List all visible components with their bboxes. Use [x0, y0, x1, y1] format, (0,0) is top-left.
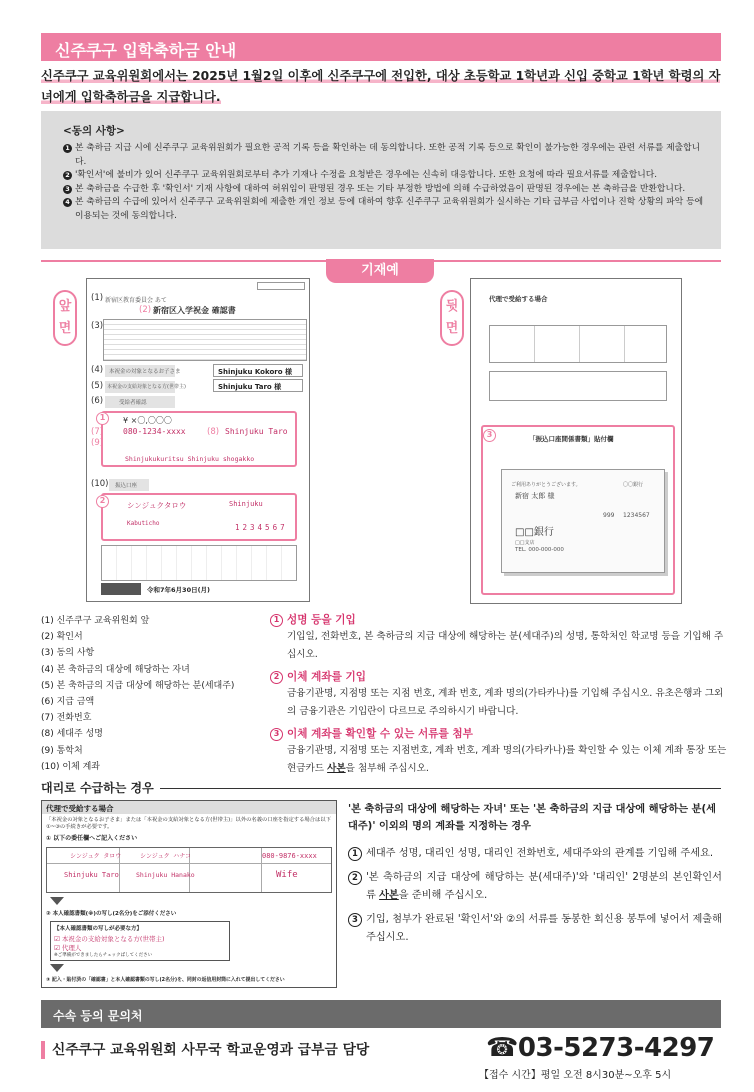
- contact-hours: 【접수 시간】평일 오전 8시30분~오후 5시: [479, 1070, 672, 1081]
- deadline-label-bar: [101, 583, 141, 595]
- passbook-branch: 999: [603, 512, 615, 519]
- agent-instructions: [348, 801, 722, 953]
- consent-box: [41, 111, 721, 249]
- step-title: 이체 계좌를 확인할 수 있는 서류를 첨부: [287, 728, 473, 740]
- form-bank: Kabuticho: [127, 520, 160, 527]
- front-form-sample: [86, 278, 310, 602]
- back-id-check: [489, 371, 667, 401]
- back-form-sample: [470, 278, 682, 604]
- passbook-title: 「振込口座間係書類」貼付欄: [529, 435, 614, 443]
- agent-question: '본 축하금의 대상에 해당하는 자녀' 또는 '본 축하금의 지급 대상에 해당하는 분(세대주)' 이외의 명의 계좌를 지정하는 경우: [348, 804, 716, 832]
- form-ref-7: (7): [91, 427, 104, 437]
- page-title: 신주쿠구 입학축하금 안내: [41, 33, 721, 61]
- contact-department: 신주쿠구 교육위원회 사무국 학교운영과 급부금 담당: [41, 1041, 369, 1059]
- instruction-steps: [270, 613, 730, 784]
- legend-item: (9) 통학처: [41, 745, 83, 756]
- agent-id-box: [50, 921, 230, 961]
- agent-kana-b: シンジュク ハナコ: [140, 853, 191, 860]
- form-ref-2: (2): [139, 305, 152, 315]
- legend-item: (10) 이체 계좌: [41, 761, 100, 772]
- office-use-box: [257, 282, 305, 290]
- agent-id-title: 【本人確認書類の写しが必要な方】: [54, 926, 143, 932]
- agent-check-a: ☑ 本祝金の支給対象となる方(世帯主): [54, 935, 165, 943]
- consent-heading: <동의 사항>: [63, 125, 125, 137]
- step-body: 금융기관명, 지점명 또는 지점 번호, 계좌 번호, 계좌 명의(가타카나)를 기입해 주십시오. 유초은행과 그외의 금융기관은 기입란이 다르므로 주의하시기 바랍니다.: [287, 688, 724, 717]
- step-marker-3: 3: [483, 429, 496, 442]
- agent-item: 3 기입, 첨부가 완료된 '확인서'와 ②의 서류를 동봉한 회신용 봉투에 넣어서 제출해 주십시오.: [348, 911, 722, 947]
- passbook-sub: □□支店: [515, 540, 535, 546]
- form-title: 新宿区入学祝金 確認書: [153, 306, 236, 315]
- agent-phone: 080-9876-xxxx: [262, 852, 317, 860]
- legend-item: (1) 신주쿠구 교육위원회 앞: [41, 616, 150, 626]
- legend-item: (3) 동의 사항: [41, 648, 95, 659]
- agent-name-a: Shinjuku Taro: [64, 871, 119, 879]
- step-body: 금융기관명, 지점명 또는 지점번호, 계좌 번호, 계좌 명의(가타카나)를 확인할 수 있는 이체 계좌 통장 또는 현금카드 사본을 첨부해 주십시오.: [287, 745, 727, 774]
- form-amount: ¥ ×〇,〇〇〇: [123, 416, 172, 425]
- transfer-label: 振込口座: [115, 483, 138, 489]
- form-ref-10: (10): [91, 479, 109, 489]
- agent-item: 2 '본 축하금의 지급 대상에 해당하는 분(세대주)'와 '대리인' 2명분의 본인확인서류 사본을 준비해 주십시오.: [348, 869, 722, 905]
- agent-form-sample: [41, 800, 337, 988]
- passbook-tel: TEL. 000-000-000: [515, 547, 564, 553]
- form-ref-5: (5): [91, 381, 104, 391]
- agent-form-step3: ③ 記入・貼付済の「確認書」と本人確認書類の写し(2名分)を、同封の返信用封筒に入れて提出してください: [46, 977, 285, 983]
- back-agent-title: 代理で受給する場合: [489, 295, 548, 303]
- consent-text-area: [103, 319, 307, 361]
- payee-label: 本祝金の支給対象となる方(世帯主): [107, 384, 186, 390]
- step-marker-2: 2: [96, 495, 109, 508]
- form-relation-name: Shinjuku Taro: [225, 427, 288, 436]
- form-ref-1: (1): [91, 293, 104, 303]
- agent-name-b: Shinjuku Hanako: [136, 871, 195, 879]
- checkbox-icon: ☑: [54, 935, 60, 943]
- passbook-account: 1234567: [623, 512, 650, 519]
- form-school: Shinjukukuritsu Shinjuku shogakko: [125, 455, 255, 463]
- payee-name: Shinjuku Taro 様: [213, 379, 303, 392]
- step-number: 1: [270, 614, 283, 627]
- back-side-label: 뒷 면: [440, 290, 464, 346]
- agent-relation: Wife: [276, 870, 298, 880]
- contact-title: 수속 등의 문의처: [41, 1000, 721, 1028]
- back-agent-table: [489, 325, 667, 363]
- step-1: [270, 613, 730, 664]
- agent-item: 1 세대주 성명, 대리인 성명, 대리인 전화번호, 세대주와의 관계를 기입해 주세요.: [348, 845, 722, 863]
- phone-icon: ☎: [486, 1033, 518, 1063]
- form-ref-6: (6): [91, 396, 104, 406]
- form-ref-4: (4): [91, 365, 104, 375]
- consent-item: 1 본 축하금 지급 시에 신주쿠구 교육위원회가 필요한 공적 기록 등을 확인하는 데 동의합니다. 또한 공적 기록 등으로 확인이 불가능한 경우에는 관련 서류를 제출합니다.: [63, 142, 711, 169]
- arrow-down-icon: [50, 964, 64, 972]
- agent-form-note: 「本祝金の対象となるお子さま」または「本祝金の支給対象となる方(世帯主)」以外の名義の口座を指定する場合は以下①~③の手続きが必要です。: [46, 817, 331, 830]
- consent-item: 4 본 축하금의 수급에 있어서 신주쿠구 교육위원회에 제출한 개인 정보 등에 대하여 향후 신주쿠구 교육위원회가 실시하는 기타 급부금 사업이나 진학 상황의 파악 등에 이용되는 것에 동의합니다.: [63, 196, 711, 223]
- form-ref-3: (3): [91, 321, 104, 331]
- legend-item: (4) 본 축하금의 대상에 해당하는 자녀: [41, 664, 190, 675]
- front-side-label: 앞 면: [53, 290, 77, 346]
- contact-phone: ☎03-5273-4297: [486, 1033, 715, 1063]
- passbook-logo: □□銀行: [515, 527, 554, 538]
- consent-item: 3 본 축하금을 수급한 후 '확인서' 기재 사항에 대하여 허위임이 판명된 경우 또는 기타 부정한 방법에 의해 수급하였음이 판명된 경우에는 본 축하금을 반환합니다.: [63, 183, 711, 197]
- form-deadline: 令和7年6月30日(月): [147, 586, 211, 594]
- step-2: [270, 670, 730, 721]
- step-number: 3: [270, 728, 283, 741]
- checkbox-icon: ☑: [54, 944, 60, 952]
- child-label: 本祝金の対象となるお子さま: [109, 369, 181, 375]
- yucho-account-area: [101, 545, 297, 581]
- passbook-bank-top: 〇〇銀行: [623, 482, 644, 488]
- form-legend: [41, 613, 281, 775]
- form-account-kana: シンジュクタロウ: [127, 501, 187, 510]
- consent-list: [63, 142, 711, 224]
- legend-item: (8) 세대주 성명: [41, 729, 103, 740]
- step-number: 2: [270, 671, 283, 684]
- child-name: Shinjuku Kokoro 様: [213, 364, 303, 377]
- form-ref-9: (9): [91, 438, 104, 448]
- legend-item: (5) 본 축하금의 지급 대상에 해당하는 분(세대주): [41, 680, 235, 691]
- step-3: [270, 727, 730, 778]
- step-body: 기입일, 전화번호, 본 축하금의 지급 대상에 해당하는 분(세대주)의 성명, 통학처인 학교명 등을 기입해 주십시오.: [287, 631, 724, 660]
- agent-check-note: ※ご準備ができましたらチェックばしてください: [54, 953, 153, 958]
- legend-item: (7) 전화번호: [41, 713, 92, 724]
- example-tab: 기재예: [326, 259, 434, 283]
- agent-form-title: 代理で受給する場合: [42, 801, 336, 814]
- agent-check-b: ☑ 代理人: [54, 944, 82, 952]
- intro-text: 신주쿠구 교육위원회에서는 2025년 1월2일 이후에 신주쿠구에 전입한, 대상 초등학교 1학년과 신입 중학교 1학년 학령의 자녀에게 입학축하금을 지급합니다.: [41, 69, 721, 104]
- legend-item: (6) 지급 금액: [41, 697, 95, 708]
- form-addressee: 新宿区教育委員会 あて: [105, 297, 167, 304]
- arrow-down-icon: [50, 897, 64, 905]
- agent-form-step2: ② 本人確認書類(※)の写し(2名分)をご添付ください: [46, 911, 177, 917]
- step-marker-1: 1: [96, 412, 109, 425]
- form-ref-8: (8): [207, 427, 220, 437]
- consent-item: 2 '확인서'에 불비가 있어 신주쿠구 교육위원회로부터 추가 기재나 수정을 요청받은 경우에는 신속히 대응합니다. 또한 요청에 따라 필요서류를 제출합니다.: [63, 169, 711, 183]
- agent-kana-a: シンジュク タロウ: [70, 853, 122, 860]
- step-title: 성명 등을 기입: [287, 614, 356, 626]
- form-account-name: Shinjuku: [229, 500, 263, 508]
- step-title: 이체 계좌를 기입: [287, 671, 367, 683]
- agent-section-title: 대리로 수급하는 경우: [41, 779, 160, 796]
- passbook-greeting: ご利用ありがとうございます。: [511, 482, 581, 488]
- form-phone: 080-1234-xxxx: [123, 427, 186, 436]
- legend-item: (2) 확인서: [41, 632, 83, 643]
- agent-form-step1: ① 以下の委任欄へご記入ください: [46, 835, 138, 842]
- agent-section-header: [41, 779, 721, 795]
- form-account-no: 1234567: [235, 523, 288, 532]
- payee-confirm-label: 受給者確認: [119, 400, 147, 406]
- passbook-name: 新宿 太郎 様: [515, 492, 555, 500]
